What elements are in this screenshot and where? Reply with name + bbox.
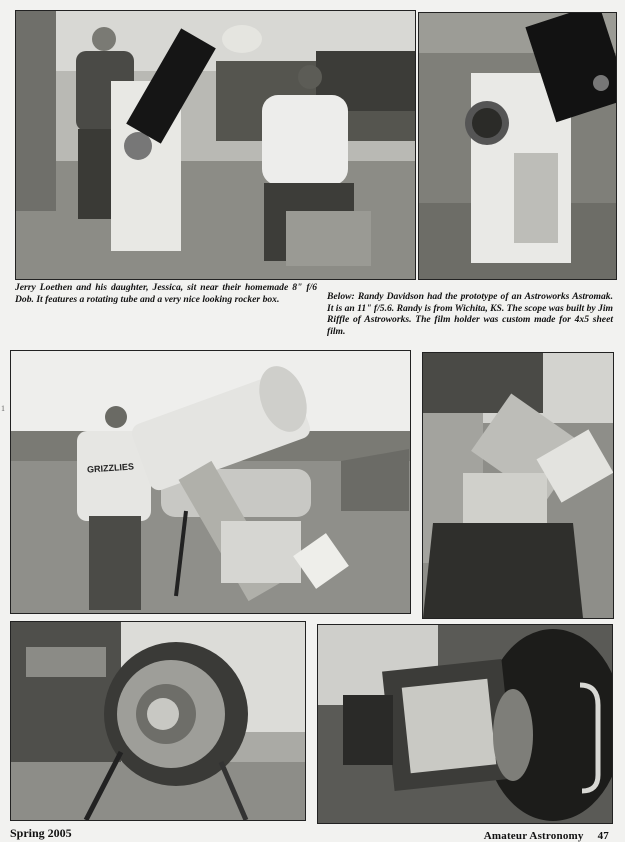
page-number: 47 — [597, 830, 609, 842]
photo-astromak-owner — [10, 350, 411, 614]
photo-dob-closeup — [418, 12, 617, 280]
caption-dob: Jerry Loethen and his daughter, Jessica, sit near their homemade 8" f/6 Dob. It features a rotating tube and a very nice looking rocker box. — [15, 282, 317, 305]
margin-mark: 1 — [1, 404, 5, 413]
photo-astromak-front — [10, 621, 306, 821]
magazine-title: Amateur Astronomy — [483, 830, 584, 842]
photo-dob-owners — [15, 10, 416, 280]
sweatshirt-text: GRIZZLIES — [86, 461, 135, 475]
photo-film-holder — [317, 624, 613, 824]
issue-date: Spring 2005 — [10, 826, 72, 840]
photo-astromak-mount — [422, 352, 614, 619]
caption-astromak: Below: Randy Davidson had the prototype of an Astroworks Astromak. It is an 11" f/5.6. Randy is from Wichita, KS. The scope was built by Jim Riffle of Astroworks. The film holder was custom made for 4x5 sheet film. — [327, 291, 613, 337]
running-footer — [484, 830, 609, 842]
